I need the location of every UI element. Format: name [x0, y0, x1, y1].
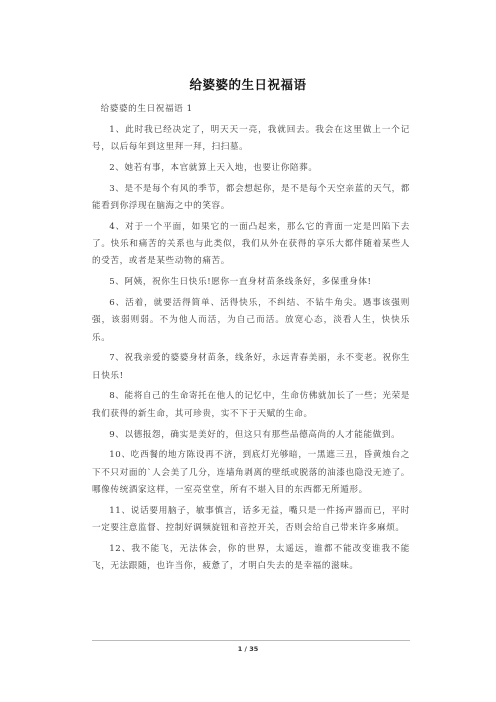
document-body — [92, 101, 410, 579]
page-indicator: 1 / 35 — [237, 645, 259, 653]
paragraph-5: 5、阿姨，祝你生日快乐!愿你一直身材苗条线条好，多保重身体! — [109, 277, 372, 288]
paragraph-12: 12、我不能飞，无法体会，你的世界，太遥远，谁都不能改变谁我不能飞，无法跟随，也许当你，疲惫了，才明白失去的是幸福的滋味。 — [92, 543, 410, 572]
paragraph-6: 6、活着，就要活得简单、活得快乐，不纠结、不钻牛角尖。遇事该强则强，该弱则弱。不为他人而活，为自己而活。放宽心态，淡看人生，快快乐乐。 — [92, 297, 410, 343]
paragraph-8: 8、能将自己的生命寄托在他人的记忆中，生命仿佛就加长了一些；光荣是我们获得的新生命，其可珍贵，实不下于天赋的生命。 — [92, 391, 410, 419]
paragraph-10: 10、吃西餐的地方陈设再不济，到底灯光够暗，一黑遮三丑，昏黄烛台之下不只对面的`人会美了几分，连墙角剥离的壁纸或脱落的油漆也隐没无迹了。哪像传统酒家这样，一室亮堂堂，所有不堪入目的东西都无所遁形。 — [92, 450, 410, 495]
paragraph-7: 7、祝我亲爱的婆婆身材苗条，线条好，永远青春美丽，永不变老。祝你生日快乐! — [92, 353, 410, 381]
paragraph-1: 1、此时我已经决定了，明天天一亮，我就回去。我会在这里做上一个记号，以后每年到这里拜一拜，扫扫墓。 — [92, 124, 410, 153]
paragraph-11: 11、说话要用脑子，敏事慎言，话多无益，嘴只是一件扬声器而已，平时一定要注意监督、控制好调频旋钮和音控开关，否则会给自己带来许多麻烦。 — [92, 505, 410, 534]
page-title: 给婆婆的生日祝福语 — [189, 77, 307, 92]
paragraph-3: 3、是不是每个有风的季节，都会想起你，是不是每个天空亲蓝的天气，都能看到你浮现在脑海之中的笑容。 — [92, 183, 410, 211]
paragraph-9: 9、以德报怨，确实是美好的，但这只有那些品德高尚的人才能能做到。 — [109, 429, 401, 440]
paragraph-2: 2、她若有事，本官就算上天入地，也要让你陪葬。 — [109, 162, 318, 173]
footer-divider — [92, 640, 410, 641]
paragraph-4: 4、对于一个平面，如果它的一面凸起来，那么它的背面一定是凹陷下去了。快乐和痛苦的关系也与此类似，我们从外在获得的享乐大都伴随着某些人的受苦，或者是某些动物的痛苦。 — [92, 221, 410, 267]
section-subheading: 给婆婆的生日祝福语 1 — [100, 104, 193, 114]
